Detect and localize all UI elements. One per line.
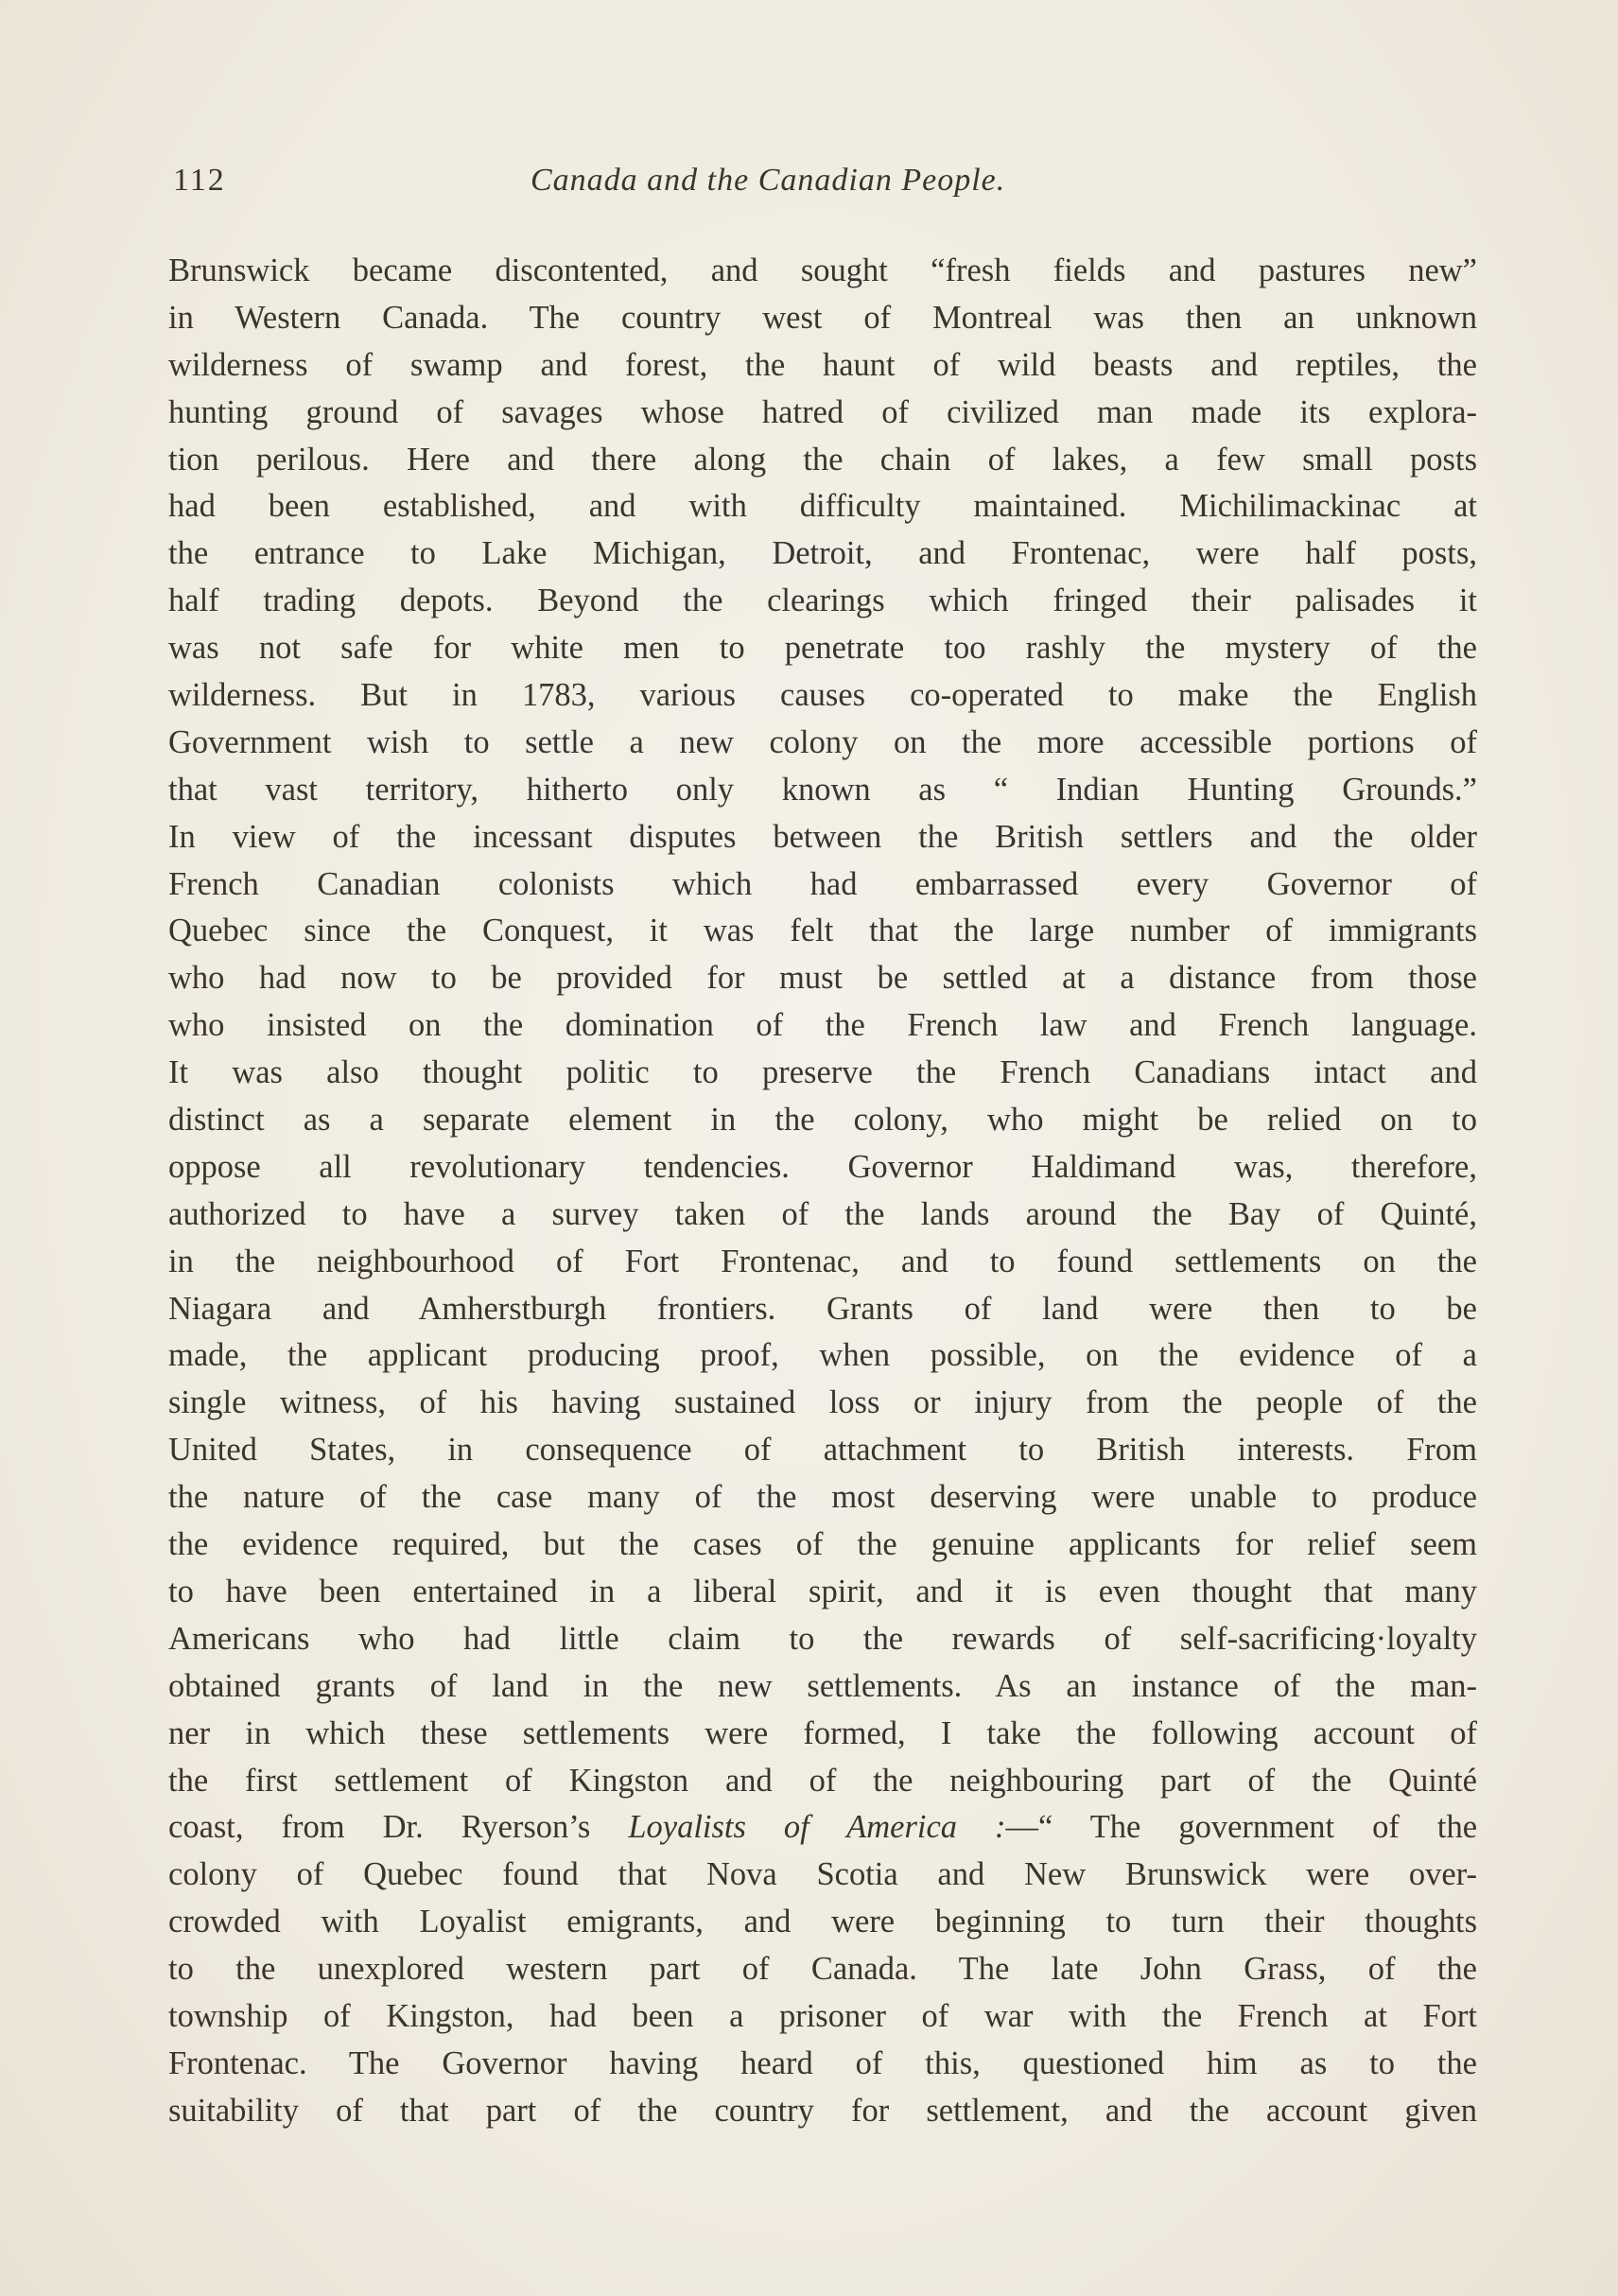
text-line: tion perilous. Here and there along the chain of lakes, a few small posts xyxy=(168,441,1477,478)
text-line: who had now to be provided for must be settled at a distance from those xyxy=(168,960,1477,997)
line-segment: —“ The government of the xyxy=(1005,1809,1478,1846)
book-title-citation: Loyalists of America : xyxy=(628,1809,1006,1846)
text-line: that vast territory, hitherto only known as “ Indian Hunting Grounds.” xyxy=(168,771,1477,808)
text-line: Frontenac. The Governor having heard of this, questioned him as to the xyxy=(168,2044,1477,2081)
text-line: Niagara and Amherstburgh frontiers. Grants of land were then to be xyxy=(168,1290,1477,1327)
text-line: wilderness of swamp and forest, the haunt of wild beasts and reptiles, the xyxy=(168,346,1477,383)
text-line: suitability of that part of the country for settlement, and the account given xyxy=(168,2092,1477,2129)
text-line: single witness, of his having sustained loss or injury from the people of the xyxy=(168,1384,1477,1421)
text-line: half trading depots. Beyond the clearings which fringed their palisades it xyxy=(168,583,1477,619)
text-line: oppose all revolutionary tendencies. Governor Haldimand was, therefore, xyxy=(168,1148,1477,1185)
text-line: made, the applicant producing proof, when possible, on the evidence of a xyxy=(168,1337,1477,1374)
text-line: in the neighbourhood of Fort Frontenac, and to found settlements on the xyxy=(168,1243,1477,1279)
running-title: Canada and the Canadian People. xyxy=(531,163,1006,198)
text-line: the entrance to Lake Michigan, Detroit, and Frontenac, were half posts, xyxy=(168,535,1477,572)
text-line: obtained grants of land in the new settlements. As an instance of the man- xyxy=(168,1667,1477,1704)
text-line: ner in which these settlements were formed, I take the following account of xyxy=(168,1714,1477,1751)
text-line: had been established, and with difficulty maintained. Michilimackinac at xyxy=(168,488,1477,525)
page-number: 112 xyxy=(173,163,226,198)
text-line: Americans who had little claim to the rewards of self-sacrificing·loyalty xyxy=(168,1620,1477,1657)
text-line: Brunswick became discontented, and sought “fresh fields and pastures new” xyxy=(168,252,1477,288)
text-line: township of Kingston, had been a prisoner of war with the French at Fort xyxy=(168,1997,1477,2034)
text-line: the first settlement of Kingston and of the neighbouring part of the Quinté xyxy=(168,1762,1477,1799)
text-line: the nature of the case many of the most deserving were unable to produce xyxy=(168,1479,1477,1516)
text-line: In view of the incessant disputes between the British settlers and the older xyxy=(168,818,1477,855)
text-line: in Western Canada. The country west of Montreal was then an unknown xyxy=(168,299,1477,336)
text-line: French Canadian colonists which had embarrassed every Governor of xyxy=(168,865,1477,902)
text-line: who insisted on the domination of the French law and French language. xyxy=(168,1007,1477,1044)
body-text xyxy=(168,248,1477,2135)
text-line: wilderness. But in 1783, various causes co-operated to make the English xyxy=(168,677,1477,714)
text-line: was not safe for white men to penetrate too rashly the mystery of the xyxy=(168,630,1477,667)
text-line: authorized to have a survey taken of the lands around the Bay of Quinté, xyxy=(168,1195,1477,1232)
text-line: It was also thought politic to preserve the French Canadians intact and xyxy=(168,1054,1477,1091)
text-line: hunting ground of savages whose hatred of civilized man made its explora- xyxy=(168,393,1477,430)
text-line: Quebec since the Conquest, it was felt that the large number of immigrants xyxy=(168,913,1477,949)
text-line: colony of Quebec found that Nova Scotia and New Brunswick were over- xyxy=(168,1856,1477,1893)
text-line: crowded with Loyalist emigrants, and were beginning to turn their thoughts xyxy=(168,1904,1477,1940)
text-line-with-citation xyxy=(168,1804,1477,1852)
line-segment: coast, from Dr. Ryerson’s xyxy=(168,1809,591,1846)
text-line: United States, in consequence of attachment to British interests. From xyxy=(168,1432,1477,1469)
text-line: to the unexplored western part of Canada. The late John Grass, of the xyxy=(168,1951,1477,1988)
text-line: distinct as a separate element in the colony, who might be relied on to xyxy=(168,1102,1477,1139)
text-line: to have been entertained in a liberal spirit, and it is even thought that many xyxy=(168,1573,1477,1609)
page-header xyxy=(173,163,1488,210)
text-line: Government wish to settle a new colony on the more accessible portions of xyxy=(168,723,1477,760)
text-line: the evidence required, but the cases of the genuine applicants for relief seem xyxy=(168,1526,1477,1563)
